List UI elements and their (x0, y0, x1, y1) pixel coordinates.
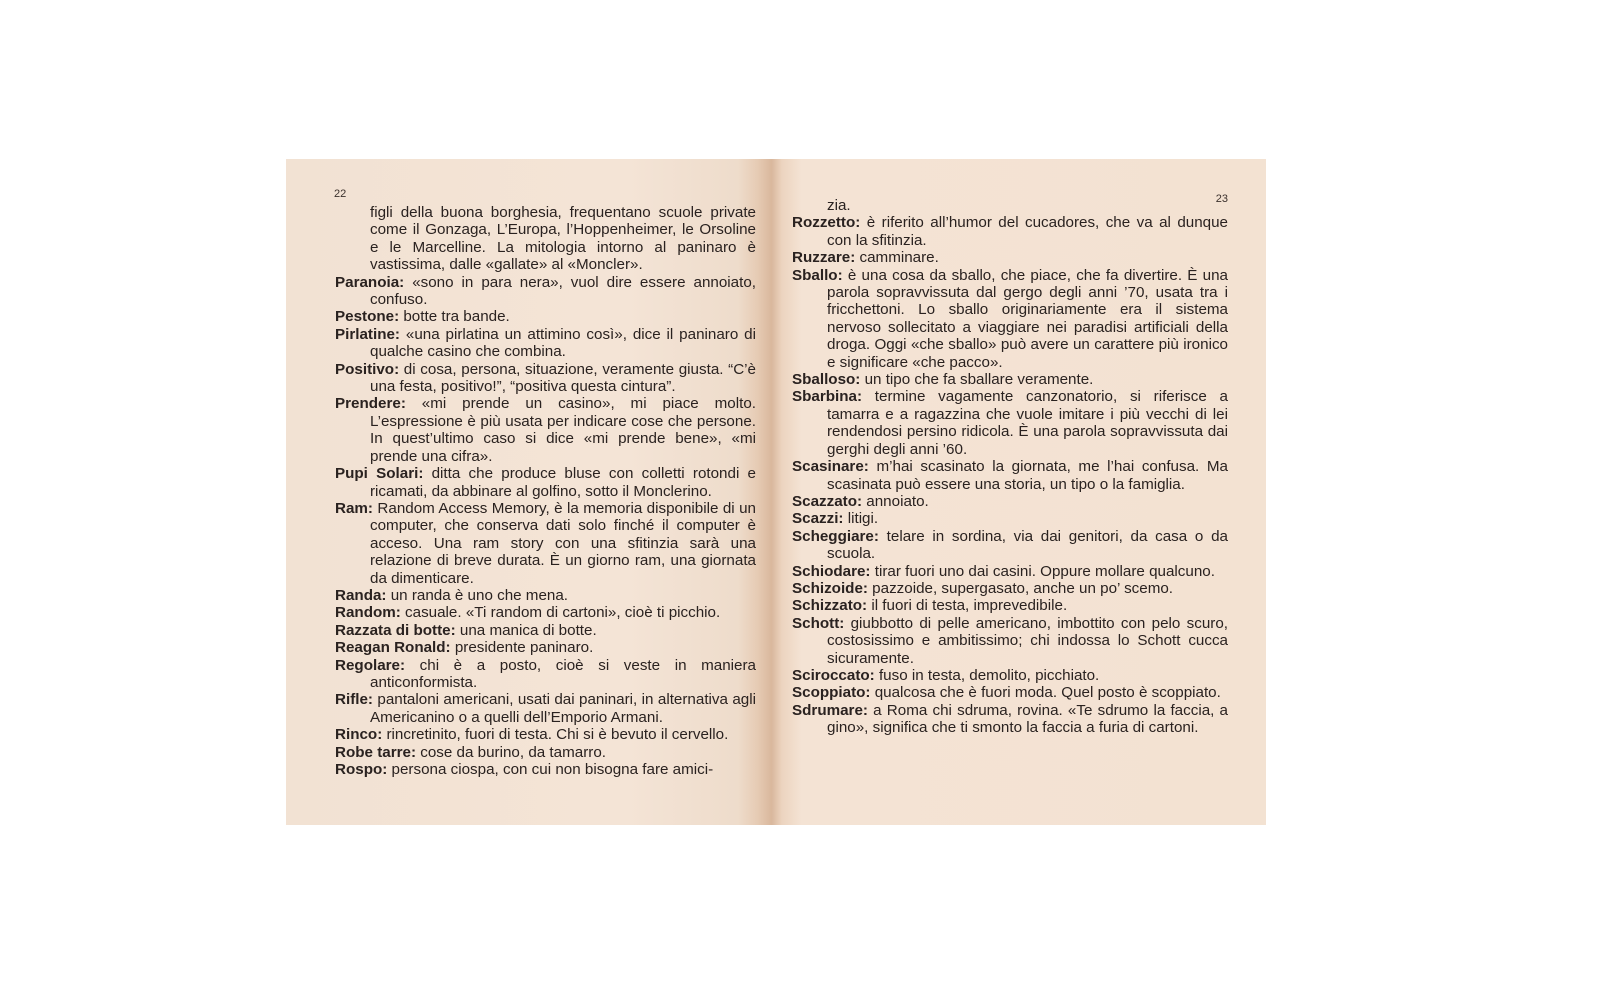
entry-definition: a Roma chi sdruma, rovina. «Te sdrumo la faccia, a gino», significa che ti smonto la faccia a furia di cartoni. (827, 701, 1228, 737)
dictionary-entry (335, 622, 756, 639)
page-number: 22 (334, 188, 347, 200)
entry-definition: ditta che produce bluse con colletti rotondi e ricamati, da abbinare al golfino, sotto il Monclerino. (370, 465, 756, 500)
dictionary-entry (335, 308, 756, 325)
dictionary-entry (792, 267, 1228, 371)
continuation-text: zia. (827, 197, 851, 214)
entry-term: Sciroccato: (792, 666, 875, 684)
entry-term: Regolare: (335, 656, 406, 674)
entry-term: Schiodare: (792, 562, 871, 580)
entry-definition: fuso in testa, demolito, picchiato. (874, 666, 1100, 684)
entry-term: Rifle: (335, 691, 373, 709)
entry-term: Prendere: (335, 395, 406, 413)
entry-definition: «mi prende un casino», mi piace molto. L’espressione è più usata per indicare cose che persone. In quest’ultimo caso si dice «mi prende bene», «mi prende una cifra». (370, 395, 756, 465)
entry-term: Razzata di botte: (335, 621, 456, 639)
entry-definition: litigi. (843, 510, 879, 528)
dictionary-entry (335, 691, 756, 726)
entry-list (792, 214, 1228, 736)
dictionary-entry (335, 274, 756, 309)
dictionary-entry (792, 388, 1228, 458)
dictionary-entry (335, 744, 756, 761)
entry-term: Paranoia: (335, 273, 405, 291)
entry-definition: m’hai scasinato la giornata, me l’hai confusa. Ma scasinata può essere una storia, un tipo o la famiglia. (827, 458, 1228, 493)
dictionary-entry (335, 465, 756, 500)
entry-term: Robe tarre: (335, 743, 417, 761)
entry-term: Sballo: (792, 266, 843, 284)
entry-definition: pantaloni americani, usati dai paninari, in alternativa agli Americanino o a quelli dell’Emporio Armani. (370, 691, 756, 726)
dictionary-entry (792, 458, 1228, 493)
entry-term: Sballoso: (792, 371, 861, 389)
entry-definition: cose da burino, da tamarro. (416, 743, 606, 761)
dictionary-entry (335, 395, 756, 465)
entry-definition: «sono in para nera», vuol dire essere annoiato, confuso. (370, 273, 756, 309)
entry-definition: giubbotto di pelle americano, imbottito con pelo scuro, costosissimo e ambitissimo; chi indossa lo Schott cucca sicuramente. (827, 614, 1228, 667)
entry-term: Scoppiato: (792, 684, 871, 702)
dictionary-entry (792, 563, 1228, 580)
entry-definition: di cosa, persona, situazione, veramente giusta. “C’è una festa, positivo!”, “positiva questa cintura”. (370, 360, 756, 396)
dictionary-entry (792, 510, 1228, 527)
dictionary-entry (335, 326, 756, 361)
entry-term: Ram: (335, 499, 373, 517)
entry-definition: persona ciospa, con cui non bisogna fare amici- (387, 761, 714, 778)
entry-term: Randa: (335, 586, 387, 604)
entry-definition: presidente paninaro. (450, 639, 594, 657)
entry-definition: chi è a posto, cioè si veste in maniera anticonformista. (370, 656, 756, 691)
entry-term: Random: (335, 604, 401, 622)
dictionary-entry (335, 604, 756, 621)
entry-term: Rozzetto: (792, 214, 861, 232)
entry-definition: termine vagamente canzonatorio, si riferisce a tamarra e a ragazzina che vuole imitare i più vecchi di lei rendendosi persino ridicola. È una parola sopravvissuta dai gerghi degli anni ’60. (827, 388, 1228, 458)
entry-term: Pestone: (335, 308, 400, 326)
entry-definition: una manica di botte. (455, 621, 597, 639)
entry-definition: è una cosa da sballo, che piace, che fa divertire. È una parola sopravvissuta dal gergo degli anni ’70, usata tra i fricchettoni. Lo sballo originariamente era il sistema nervoso sollecitato a viaggiare nei paradisi artificiali della droga. Oggi «che sballo» può avere un carattere più ironico e significare «che pacco». (827, 266, 1228, 371)
entry-definition: un tipo che fa sballare veramente. (860, 371, 1094, 389)
dictionary-entry (792, 667, 1228, 684)
dictionary-entry (792, 580, 1228, 597)
entry-definition: è riferito all’humor del cucadores, che va al dunque con la sfitinzia. (827, 214, 1228, 249)
dictionary-entry (335, 726, 756, 743)
entry-definition: tirar fuori uno dai casini. Oppure mollare qualcuno. (870, 562, 1215, 580)
entry-definition: «una pirlatina un attimino così», dice il paninaro di qualche casino che combina. (370, 325, 756, 361)
continuation-text: figli della buona borghesia, frequentano scuole private come il Gonzaga, L’Europa, l’Hoppenheimer, le Orsoline e le Marcelline. La mitologia intorno al paninaro è vastissima, dalle «gallate» al «Moncler». (370, 204, 756, 274)
entry-term: Sdrumare: (792, 701, 868, 719)
entry-definition: camminare. (855, 249, 939, 267)
dictionary-entry (792, 615, 1228, 667)
entry-term: Schizzato: (792, 597, 868, 615)
entry-term: Positivo: (335, 360, 400, 378)
dictionary-entry (335, 639, 756, 656)
entry-term: Scheggiare: (792, 527, 879, 545)
entry-term: Pirlatine: (335, 325, 400, 343)
dictionary-entry (335, 761, 756, 778)
entry-term: Rospo: (335, 761, 388, 778)
dictionary-entry (792, 684, 1228, 701)
right-page (772, 159, 1266, 825)
entry-term: Ruzzare: (792, 249, 856, 267)
entry-term: Sbarbina: (792, 388, 863, 406)
left-page (286, 159, 772, 825)
dictionary-entry (792, 597, 1228, 614)
entry-list (335, 274, 756, 779)
entry-term: Scazzato: (792, 492, 863, 510)
entry-term: Reagan Ronald: (335, 639, 451, 657)
dictionary-entry (335, 361, 756, 396)
entry-definition: qualcosa che è fuori moda. Quel posto è scoppiato. (870, 684, 1221, 702)
dictionary-entry (335, 500, 756, 587)
dictionary-entry (792, 528, 1228, 563)
dictionary-entry (792, 371, 1228, 388)
entry-definition: casuale. «Ti random di cartoni», cioè ti picchio. (400, 604, 721, 622)
page-number: 23 (1215, 193, 1228, 205)
entry-definition: telare in sordina, via dai genitori, da casa o da scuola. (827, 527, 1228, 563)
dictionary-entry (335, 657, 756, 692)
entry-definition: pazzoide, supergasato, anche un po’ scemo. (867, 579, 1174, 597)
entry-term: Schizoide: (792, 579, 868, 597)
dictionary-entry (792, 214, 1228, 249)
entry-definition: Random Access Memory, è la memoria disponibile di un computer, che conserva dati solo finché il computer è acceso. Una ram story con una sfitinzia sarà una relazione di breve durata. È un giorno ram, una giornata da dimenticare. (370, 499, 756, 587)
book-spread (286, 159, 1266, 825)
dictionary-entry (792, 249, 1228, 266)
entry-definition: rincretinito, fuori di testa. Chi si è bevuto il cervello. (382, 726, 729, 744)
entry-definition: botte tra bande. (399, 308, 510, 326)
entry-term: Pupi Solari: (335, 465, 424, 483)
entry-definition: un randa è uno che mena. (386, 586, 569, 604)
entry-term: Scasinare: (792, 458, 869, 476)
entry-term: Rinco: (335, 726, 383, 744)
entry-term: Schott: (792, 614, 845, 632)
dictionary-entry (792, 702, 1228, 737)
dictionary-entry (792, 493, 1228, 510)
entry-definition: il fuori di testa, imprevedibile. (867, 597, 1068, 615)
dictionary-entry (335, 587, 756, 604)
entry-definition: annoiato. (862, 492, 929, 510)
entry-term: Scazzi: (792, 510, 844, 528)
